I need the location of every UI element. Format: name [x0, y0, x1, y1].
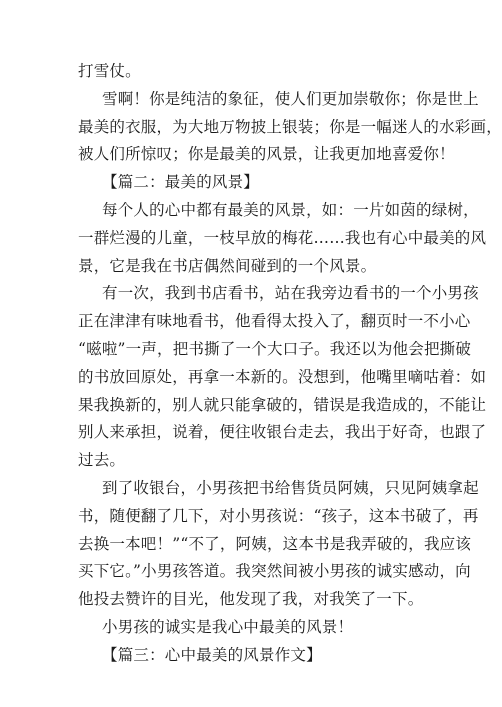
text-line: “嗞啦”一声，把书撕了一个大口子。我还以为他会把撕破	[78, 339, 472, 358]
text-line: 小男孩的诚实是我心中最美的风景！	[102, 617, 354, 636]
text-line: 过去。	[78, 451, 126, 470]
text-line: 打雪仗。	[78, 62, 141, 80]
section-heading: 【篇二：最美的风景】	[102, 173, 260, 192]
text-line: 他投去赞许的目光，他发现了我，对我笑了一下。	[78, 590, 424, 609]
text-line: 每个人的心中都有最美的风景，如：一片如茵的绿树，	[102, 200, 479, 219]
document-page	[78, 58, 502, 670]
text-line: 到了收银台，小男孩把书给售货员阿姨，只见阿姨拿起	[102, 478, 479, 497]
text-line: 被人们所惊叹；你是最美的风景，让我更加地喜爱你！	[78, 145, 455, 164]
text-line: 正在津津有味地看书，他看得太投入了，翻页时一不小心	[78, 312, 471, 331]
text-line: 的书放回原处，再拿一本新的。没想到，他嘴里嘀咕着：如	[78, 367, 487, 386]
text-line: 别人来承担，说着，便往收银台走去，我出于好奇，也跟了	[78, 423, 487, 442]
section-heading: 【篇三：心中最美的风景作文】	[102, 645, 322, 664]
text-line: 最美的衣服，为大地万物披上银装；你是一幅迷人的水彩画，	[78, 117, 502, 136]
text-line: 买下它。”小男孩答道。我突然间被小男孩的诚实感动，向	[78, 562, 471, 581]
text-line: 书，随便翻了几下，对小男孩说：“孩子，这本书破了，再	[78, 506, 479, 525]
text-line: 景，它是我在书店偶然间碰到的一个风景。	[78, 256, 377, 275]
text-line: 果我换新的，别人就只能拿破的，错误是我造成的，不能让	[78, 395, 487, 414]
text-line: 雪啊！你是纯洁的象征，使人们更加崇敬你；你是世上	[102, 89, 479, 108]
text-line: 去换一本吧！”“不了，阿姨，这本书是我弄破的，我应该	[78, 534, 472, 553]
text-line: 一群烂漫的儿童，一枝早放的梅花……我也有心中最美的风	[78, 228, 487, 247]
text-line: 有一次，我到书店看书，站在我旁边看书的一个小男孩	[102, 284, 479, 303]
